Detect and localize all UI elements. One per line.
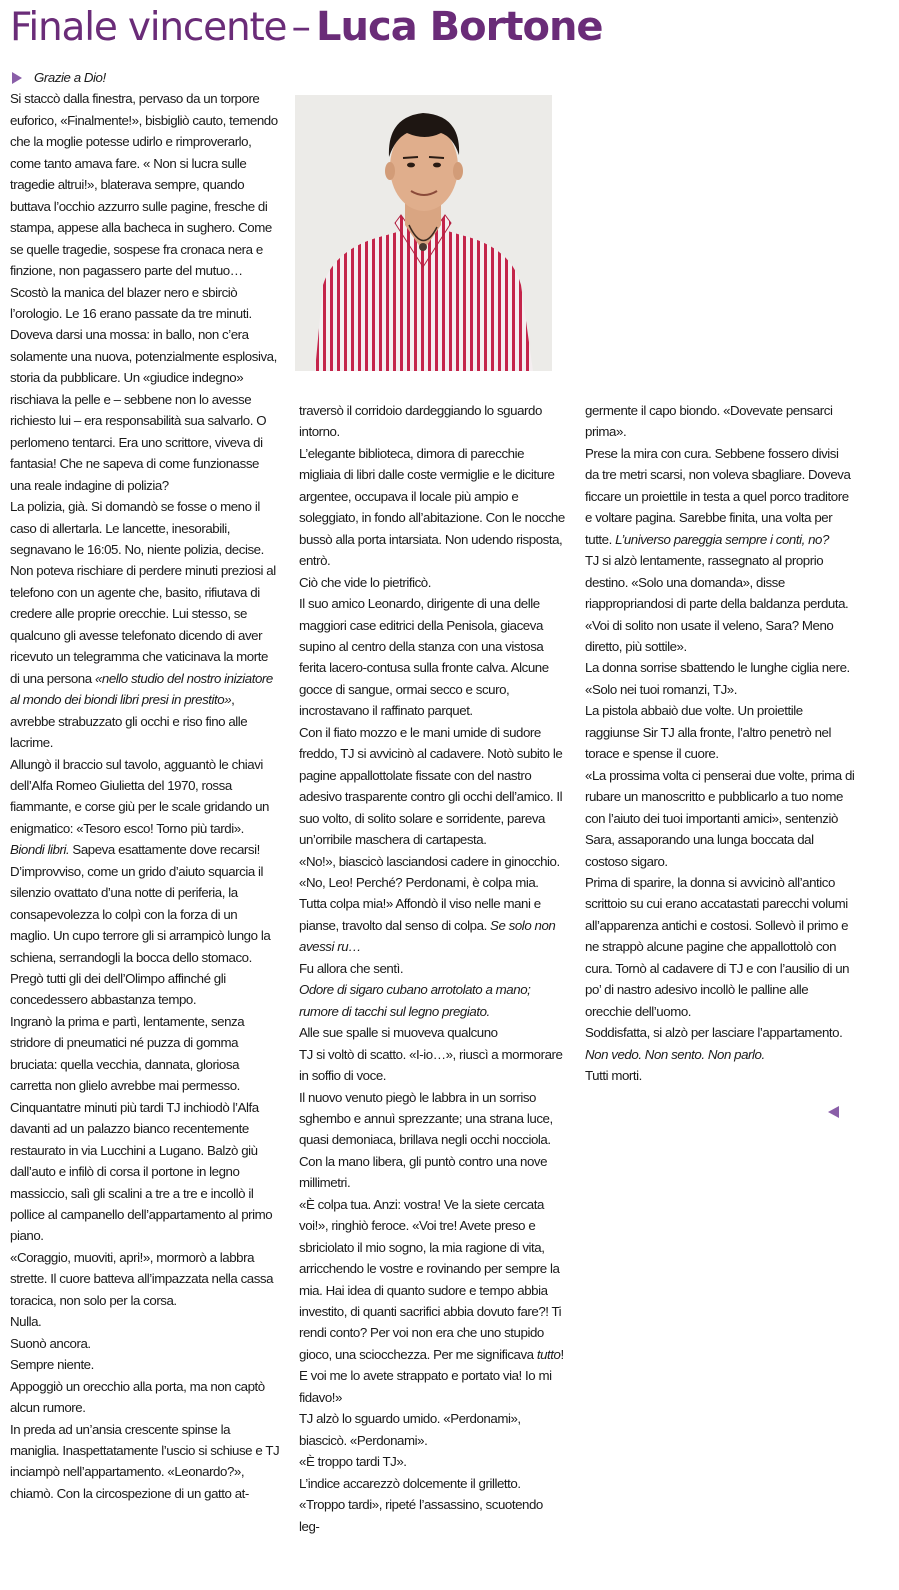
paragraph: Ciò che vide lo pietrificò.	[299, 574, 431, 590]
paragraph: L’indice accarezzò dolcemente il grilletto. «Troppo tardi», ripeté l’assassino, scuotendo leg-	[299, 1475, 543, 1534]
paragraph: La pistola abbaiò due volte. Un proiettile raggiunse Sir TJ alla fronte, l’altro penetrò nel torace e spense il cuore.	[585, 703, 832, 762]
paragraph: Cinquantatre minuti più tardi TJ inchiodò l’Alfa davanti ad un palazzo bianco recentemente restaurato in via Lucchini a Lugano. Balzò giù dall’auto e infilò di corsa il portone in legno massiccio, salì gli scalini a tre a tre e incollò il pollice al campanello dell’appartamento al primo piano.	[10, 1099, 273, 1244]
paragraph: «La prossima volta ci penserai due volte, prima di rubare un manoscritto e pubblicarlo a tuo nome con l’aiuto dei tuoi importanti amici», sentenziò Sara, assaporando una lunga boccata dal costoso sigaro.	[585, 767, 855, 869]
paragraph: TJ alzò lo sguardo umido. «Perdonami», biascicò. «Perdonami».	[299, 1411, 521, 1448]
author-photo	[295, 95, 552, 371]
italic-text: Se solo non avessi ru…	[299, 917, 556, 955]
paragraph: Soddisfatta, si alzò per lasciare l’appartamento.	[585, 1025, 843, 1041]
paragraph: Si staccò dalla finestra, pervaso da un torpore euforico, «Finalmente!», bisbigliò cauto, temendo che la moglie potesse udirlo e rimproverarlo, come tanto amava fare. « Non si lucra sulle tragedie altrui!», blaterava sempre, quando buttava l’occhio azzurro sulle pagine, fresche di stampa, appese alla bacheca in sughero. Come se quelle tragedie, sospese fra cronaca nera e finzione, non pagassero parte del mutuo…	[10, 91, 278, 279]
paragraph: Il suo amico Leonardo, dirigente di una delle maggiori case editrici della Penisola, giaceva supino al centro della stanza con una vistosa ferita lacero-contusa sulla fronte calva. Alcune gocce di sangue, ormai secco e scuro, incrostavano il raffinato parquet.	[299, 596, 549, 719]
title-dash: –	[291, 5, 311, 50]
paragraph: Fu allora che sentì.	[299, 960, 404, 976]
paragraph: TJ si voltò di scatto. «I-io…», riuscì a mormorare in soffio di voce.	[299, 1046, 563, 1084]
paragraph: Allungò il braccio sul tavolo, agguantò le chiavi dell’Alfa Romeo Giulietta del 1970, rossa fiammante, e corse giù per le scale gridando un enigmatico: «Tesoro esco! Torno più tardi».	[10, 756, 269, 836]
text-run: Prese la mira con cura. Sebbene fossero divisi da tre metri scarsi, non voleva sbagliare. Doveva ficcare un proiettile in testa a quel porco traditore e voltare pagina. Sarebbe finita, una volta per tutte.	[585, 445, 851, 547]
italic-text: L’universo pareggia sempre i conti, no?	[611, 531, 829, 547]
italic-paragraph: Odore di sigaro cubano arrotolato a mano; rumore di tacchi sul legno pregiato.	[299, 982, 531, 1019]
article-column-3	[585, 400, 855, 1087]
paragraph: Alle sue spalle si muoveva qualcuno	[299, 1025, 498, 1041]
paragraph: germente il capo biondo. «Dovevate pensarci prima».	[585, 403, 833, 440]
italic-quote: «nello studio del nostro iniziatore al mondo dei biondi libri presi in prestito»	[10, 670, 273, 708]
paragraph: Sempre niente.	[10, 1357, 94, 1373]
italic-text: Biondi libri.	[10, 842, 70, 858]
paragraph: Appoggiò un orecchio alla porta, ma non captò alcun rumore.	[10, 1378, 265, 1416]
paragraph: «È troppo tardi TJ».	[299, 1454, 407, 1470]
paragraph	[10, 839, 280, 1011]
text-run: , avrebbe strabuzzato gli occhi e riso fino alle lacrime.	[10, 692, 248, 751]
paragraph	[585, 443, 855, 550]
triangle-right-icon	[12, 72, 22, 84]
title-text: Finale vincente	[10, 5, 287, 50]
text-run: «No!», biascicò lasciandosi cadere in ginocchio. «No, Leo! Perché? Perdonami, è colpa mia. Tutta colpa mia!» Affondò il viso nelle mani e pianse, travolto dal senso di colpa.	[299, 853, 560, 933]
text-run: «È colpa tua. Anzi: vostra! Ve la siete cercata voi!», ringhiò feroce. «Voi tre! Avete preso e sbriciolato il mio sogno, la mia ragione di vita, arricchendo le vostre e rovinando per sempre la mia. Hai idea di quanto sudore e tempo abbia investito, di quanti sacrifici abbia dovuto fare?! Ti rendi conto? Per voi non era che uno stupido gioco, una sciocchezza. Per me significava	[299, 1196, 562, 1362]
paragraph	[299, 851, 565, 958]
paragraph: Suonò ancora.	[10, 1335, 91, 1351]
paragraph: La donna sorrise sbattendo le lunghe ciglia nere. «Solo nei tuoi romanzi, TJ».	[585, 660, 850, 697]
paragraph: traversò il corridoio dardeggiando lo sguardo intorno.	[299, 403, 542, 440]
paragraph: Il nuovo venuto piegò le labbra in un sorriso sghembo e annuì sprezzante; una strana luce, quasi demoniaca, brillava negli occhi nocciola. Con la mano libera, gli puntò contro una nove millimetri.	[299, 1089, 553, 1191]
article-title	[10, 4, 603, 56]
paragraph: Tutti morti.	[585, 1068, 642, 1084]
text-run: ! E voi me lo avete strappato e portato via! Io mi fidavo!»	[299, 1346, 564, 1405]
subtitle: Grazie a Dio!	[34, 70, 106, 85]
paragraph: Scostò la manica del blazer nero e sbirciò l’orologio. Le 16 erano passate da tre minuti. Doveva darsi una mossa: in ballo, non c’era solamente una nuova, potenzialmente esplosiva, storia da pubblicare. Un «giudice indegno» rischiava la pelle e – sebbene non lo avesse richiesto lui – era responsabilità sua salvarlo. O perlomeno tentarci. Era uno scrittore, viveva di fantasia! Che ne sapeva di come funzionasse una reale indagine di polizia?	[10, 284, 277, 493]
author-name: Luca Bortone	[316, 4, 603, 50]
article-column-2	[299, 400, 565, 1537]
paragraph: Prima di sparire, la donna si avvicinò all’antico scrittoio su cui erano accatastati parecchi volumi all’apparenza antichi e costosi. Sollevò il primo e ne strappò alcune pagine che appallottolò con cura. Tornò al cadavere di TJ e con l’ausilio di un po’ di nastro adesivo incollò le palline alle orecchie dell’uomo.	[585, 874, 850, 1019]
paragraph	[299, 1194, 565, 1409]
paragraph: In preda ad un’ansia crescente spinse la maniglia. Inaspettatamente l’uscio si schiuse e TJ inciampò nell’appartamento. «Leonardo?», chiamò. Con la circospezione di un gatto at-	[10, 1421, 280, 1501]
article-column-1	[10, 67, 280, 1504]
text-run: La polizia, già. Si domandò se fosse o meno il caso di allertarla. Le lancette, inesorabili, segnavano le 16:05. No, niente polizia, decise. Non poteva rischiare di perdere minuti preziosi al telefono con un agente che, basito, rifiutava di credere alle proprie orecchie. Lui stesso, se qualcuno gli avesse telefonato dicendo di aver ricevuto un telegramma che vaticinava la morte di una persona	[10, 499, 276, 686]
paragraph: Nulla.	[10, 1314, 42, 1330]
triangle-left-icon	[828, 1106, 839, 1118]
paragraph: «Coraggio, muoviti, apri!», mormorò a labbra strette. Il cuore batteva all’impazzata nella cassa toracica, non solo per la corsa.	[10, 1249, 274, 1308]
italic-text: tutto	[536, 1346, 561, 1362]
subtitle-line	[10, 67, 280, 88]
italic-paragraph: Non vedo. Non sento. Non parlo.	[585, 1046, 765, 1062]
paragraph	[10, 496, 280, 753]
author-portrait-icon	[295, 95, 552, 371]
paragraph: Ingranò la prima e partì, lentamente, senza stridore di pneumatici né puzza di gomma bruciata: quella vecchia, dannata, gloriosa carretta non glielo avrebbe mai permesso.	[10, 1013, 245, 1094]
paragraph: Con il fiato mozzo e le mani umide di sudore freddo, TJ si avvicinò al cadavere. Notò subito le pagine appallottolate fissate con del nastro adesivo trasparente contro gli occhi dell’amico. Il suo volto, di solito solare e sorridente, pareva un’orribile maschera di cartapesta.	[299, 724, 563, 848]
text-run: Sapeva esattamente dove recarsi! D’improvviso, come un grido d’aiuto squarcia il silenzio ovattato d’una notte di periferia, la consapevolezza lo colpì con la forza di un maglio. Un cupo terrore gli si arrampicò lungo la schiena, serrandogli la bocca dello stomaco. Pregò tutti gli dei dell’Olimpo affinché gli concedessero abbastanza tempo.	[10, 842, 271, 1008]
paragraph: L’elegante biblioteca, dimora di parecchie migliaia di libri dalle coste vermiglie e le diciture argentee, occupava il locale più ampio e soleggiato, in fondo all’abitazione. Con le nocche bussò alla porta intarsiata. Non udendo risposta, entrò.	[299, 445, 565, 569]
paragraph: TJ si alzò lentamente, rassegnato al proprio destino. «Solo una domanda», disse riappropriandosi di parte della baldanza perduta. «Voi di solito non usate il veleno, Sara? Meno diretto, più sottile».	[585, 553, 849, 654]
